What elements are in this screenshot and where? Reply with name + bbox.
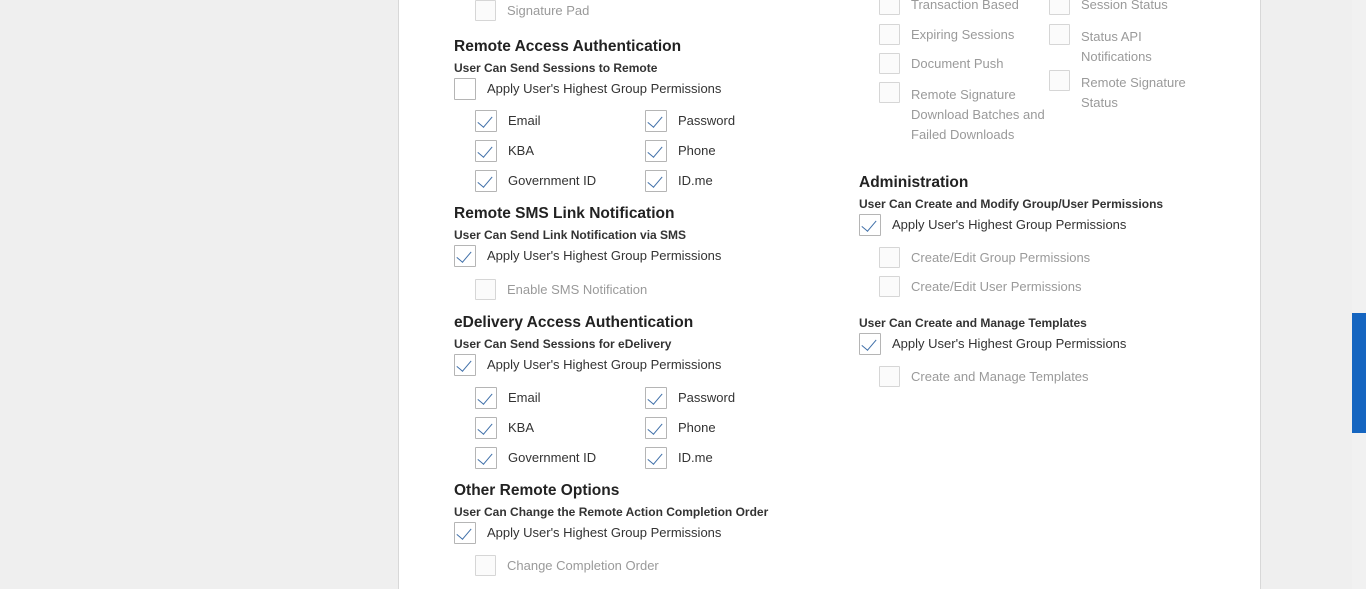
email-remote-label: Email (508, 113, 541, 128)
remote-access-auth-options (475, 110, 825, 192)
checkbox-row-kba-edelivery[interactable] (475, 417, 645, 439)
subhead-user-can-change-remote-action-completion-order: User Can Change the Remote Action Completion Order (454, 505, 769, 519)
status-api-notifications-label: Status API Notifications (1081, 29, 1152, 64)
subhead-user-can-send-sessions-to-remote: User Can Send Sessions to Remote (454, 61, 658, 75)
left-gutter-panel (0, 0, 399, 589)
kba-remote-label: KBA (508, 143, 535, 158)
checkbox-row-email-edelivery[interactable] (475, 387, 645, 409)
status-api-notifications-checkbox[interactable] (1049, 24, 1070, 45)
phone-edelivery-label: Phone (678, 420, 716, 435)
phone-edelivery-checkbox[interactable] (645, 417, 667, 439)
signature-pad-label: Signature Pad (507, 3, 590, 18)
idme-remote-label: ID.me (678, 173, 713, 188)
apply-highest-group-permissions-checkbox-templates[interactable] (859, 333, 881, 355)
create-and-manage-templates-checkbox[interactable] (879, 366, 900, 387)
government-id-remote-checkbox[interactable] (475, 170, 497, 192)
phone-remote-label: Phone (678, 143, 716, 158)
page-scrollbar[interactable] (1352, 0, 1366, 589)
table-row (475, 417, 825, 439)
table-row (475, 110, 825, 132)
kba-edelivery-label: KBA (508, 420, 535, 435)
apply-highest-group-permissions-label-templates: Apply User's Highest Group Permissions (892, 336, 1127, 351)
subhead-user-can-send-sessions-for-edelivery: User Can Send Sessions for eDelivery (454, 337, 672, 351)
phone-remote-checkbox[interactable] (645, 140, 667, 162)
checkbox-row-create-edit-group-permissions[interactable] (879, 247, 1090, 268)
checkbox-row-government-id-edelivery[interactable] (475, 447, 645, 469)
create-edit-user-permissions-label: Create/Edit User Permissions (911, 279, 1082, 294)
remote-signature-status-label: Remote Signature Status (1081, 75, 1186, 110)
apply-highest-group-permissions-checkbox-admin[interactable] (859, 214, 881, 236)
section-title-remote-access-authentication: Remote Access Authentication (454, 38, 682, 55)
checkbox-row-status-api-notifications[interactable] (1049, 24, 1179, 67)
session-status-label: Session Status (1081, 0, 1168, 12)
apply-highest-group-permissions-row-templates[interactable] (859, 333, 1126, 355)
password-edelivery-checkbox[interactable] (645, 387, 667, 409)
table-row (475, 387, 825, 409)
apply-highest-group-permissions-checkbox-edelivery[interactable] (454, 354, 476, 376)
password-edelivery-label: Password (678, 390, 736, 405)
subhead-user-can-create-and-manage-templates: User Can Create and Manage Templates (859, 316, 1087, 330)
apply-highest-group-permissions-checkbox-sms[interactable] (454, 245, 476, 267)
checkbox-row-remote-signature-download-batches[interactable] (879, 82, 1054, 145)
checkbox-row-phone-remote[interactable] (645, 140, 825, 162)
checkbox-row-create-edit-user-permissions[interactable] (879, 276, 1082, 297)
idme-edelivery-checkbox[interactable] (645, 447, 667, 469)
checkbox-row-email-remote[interactable] (475, 110, 645, 132)
apply-highest-group-permissions-label-sms: Apply User's Highest Group Permissions (487, 248, 722, 263)
section-title-other-remote-options: Other Remote Options (454, 482, 620, 499)
section-title-edelivery-access-authentication: eDelivery Access Authentication (454, 314, 694, 331)
checkbox-row-create-and-manage-templates[interactable] (879, 366, 1089, 387)
checkbox-row-idme-edelivery[interactable] (645, 447, 825, 469)
expiring-sessions-label: Expiring Sessions (911, 27, 1015, 42)
apply-highest-group-permissions-row-other-remote[interactable] (454, 522, 721, 544)
checkbox-row-document-push[interactable] (879, 53, 1004, 74)
transaction-based-label: Transaction Based (911, 0, 1019, 12)
table-row (475, 170, 825, 192)
subhead-user-can-send-link-notification-via-sms: User Can Send Link Notification via SMS (454, 228, 687, 242)
checkbox-row-change-completion-order[interactable] (475, 555, 659, 576)
kba-remote-checkbox[interactable] (475, 140, 497, 162)
checkbox-row-remote-signature-status[interactable] (1049, 70, 1189, 113)
email-edelivery-checkbox[interactable] (475, 387, 497, 409)
section-title-administration: Administration (859, 174, 969, 191)
checkbox-row-signature-pad[interactable] (475, 0, 589, 21)
section-title-remote-sms-link-notification: Remote SMS Link Notification (454, 205, 675, 222)
kba-edelivery-checkbox[interactable] (475, 417, 497, 439)
government-id-remote-label: Government ID (508, 173, 597, 188)
email-remote-checkbox[interactable] (475, 110, 497, 132)
create-edit-group-permissions-checkbox[interactable] (879, 247, 900, 268)
transaction-based-checkbox[interactable] (879, 0, 900, 15)
apply-highest-group-permissions-row-sms[interactable] (454, 245, 721, 267)
idme-remote-checkbox[interactable] (645, 170, 667, 192)
apply-highest-group-permissions-label-other-remote: Apply User's Highest Group Permissions (487, 525, 722, 540)
remote-signature-download-batches-label: Remote Signature Download Batches and Failed Downloads (911, 87, 1045, 142)
checkbox-row-password-remote[interactable] (645, 110, 825, 132)
page-scrollbar-thumb[interactable] (1352, 313, 1366, 433)
edelivery-auth-options (475, 387, 825, 469)
apply-highest-group-permissions-row-edelivery[interactable] (454, 354, 721, 376)
document-push-checkbox[interactable] (879, 53, 900, 74)
apply-highest-group-permissions-checkbox-remote-access[interactable] (454, 78, 476, 100)
table-row (475, 140, 825, 162)
checkbox-row-password-edelivery[interactable] (645, 387, 825, 409)
checkbox-row-enable-sms-notification[interactable] (475, 279, 647, 300)
apply-highest-group-permissions-row-admin[interactable] (859, 214, 1126, 236)
enable-sms-notification-label: Enable SMS Notification (507, 282, 648, 297)
create-edit-user-permissions-checkbox[interactable] (879, 276, 900, 297)
left-gutter (0, 0, 398, 589)
apply-highest-group-permissions-row-remote-access[interactable] (454, 78, 721, 100)
checkbox-row-transaction-based[interactable] (879, 0, 1019, 15)
apply-highest-group-permissions-checkbox-other-remote[interactable] (454, 522, 476, 544)
checkbox-row-idme-remote[interactable] (645, 170, 825, 192)
checkbox-row-expiring-sessions[interactable] (879, 24, 1014, 45)
right-gutter (1260, 0, 1366, 589)
change-completion-order-label: Change Completion Order (507, 558, 659, 573)
create-and-manage-templates-label: Create and Manage Templates (911, 369, 1089, 384)
table-row (475, 447, 825, 469)
password-remote-checkbox[interactable] (645, 110, 667, 132)
signature-pad-checkbox[interactable] (475, 0, 496, 21)
change-completion-order-checkbox[interactable] (475, 555, 496, 576)
checkbox-row-kba-remote[interactable] (475, 140, 645, 162)
session-status-checkbox[interactable] (1049, 0, 1070, 15)
checkbox-row-phone-edelivery[interactable] (645, 417, 825, 439)
remote-signature-download-batches-checkbox[interactable] (879, 82, 900, 103)
create-edit-group-permissions-label: Create/Edit Group Permissions (911, 250, 1091, 265)
subhead-user-can-create-modify-group-user-permissions: User Can Create and Modify Group/User Permissions (859, 197, 1164, 211)
government-id-edelivery-checkbox[interactable] (475, 447, 497, 469)
password-remote-label: Password (678, 113, 736, 128)
permissions-content (399, 0, 1260, 589)
enable-sms-notification-checkbox[interactable] (475, 279, 496, 300)
checkbox-row-government-id-remote[interactable] (475, 170, 645, 192)
idme-edelivery-label: ID.me (678, 450, 713, 465)
document-push-label: Document Push (911, 56, 1004, 71)
government-id-edelivery-label: Government ID (508, 450, 597, 465)
apply-highest-group-permissions-label-edelivery: Apply User's Highest Group Permissions (487, 357, 722, 372)
apply-highest-group-permissions-label-remote-access: Apply User's Highest Group Permissions (487, 81, 722, 96)
expiring-sessions-checkbox[interactable] (879, 24, 900, 45)
remote-signature-status-checkbox[interactable] (1049, 70, 1070, 91)
email-edelivery-label: Email (508, 390, 541, 405)
apply-highest-group-permissions-label-admin: Apply User's Highest Group Permissions (892, 217, 1127, 232)
checkbox-row-session-status[interactable] (1049, 0, 1168, 15)
